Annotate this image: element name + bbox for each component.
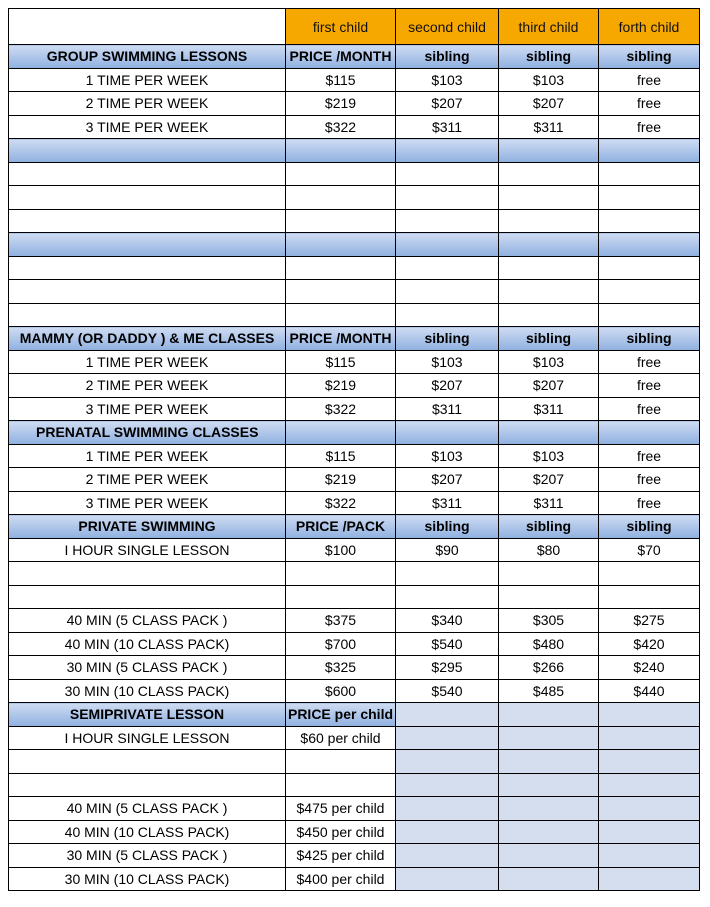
empty-cell[interactable] bbox=[286, 303, 396, 327]
empty-cell[interactable] bbox=[9, 186, 286, 210]
price-cell[interactable]: $322 bbox=[286, 397, 396, 421]
empty-row bbox=[9, 209, 700, 233]
shaded-cell[interactable] bbox=[499, 773, 599, 797]
empty-cell[interactable] bbox=[396, 186, 499, 210]
price-cell[interactable]: $340 bbox=[396, 609, 499, 633]
sibling-label[interactable]: sibling bbox=[599, 327, 700, 351]
empty-cell[interactable] bbox=[9, 209, 286, 233]
empty-row bbox=[9, 256, 700, 280]
sibling-label[interactable]: sibling bbox=[396, 327, 499, 351]
empty-cell[interactable] bbox=[499, 233, 599, 257]
empty-cell[interactable] bbox=[599, 233, 700, 257]
empty-cell[interactable] bbox=[396, 421, 499, 445]
empty-cell[interactable] bbox=[499, 209, 599, 233]
table-row bbox=[9, 397, 700, 421]
empty-cell[interactable] bbox=[599, 209, 700, 233]
empty-cell[interactable] bbox=[396, 256, 499, 280]
empty-cell[interactable] bbox=[9, 585, 286, 609]
sibling-label[interactable]: sibling bbox=[396, 515, 499, 539]
row-label[interactable]: 3 TIME PER WEEK bbox=[9, 397, 286, 421]
empty-row bbox=[9, 186, 700, 210]
shaded-cell[interactable] bbox=[599, 797, 700, 821]
price-cell[interactable]: $103 bbox=[396, 68, 499, 92]
price-cell[interactable]: $90 bbox=[396, 538, 499, 562]
column-header-second-child[interactable]: second child bbox=[396, 9, 499, 45]
empty-row bbox=[9, 280, 700, 304]
shaded-cell[interactable] bbox=[599, 773, 700, 797]
price-cell[interactable]: free bbox=[599, 92, 700, 116]
price-cell[interactable]: $275 bbox=[599, 609, 700, 633]
shaded-cell[interactable] bbox=[599, 703, 700, 727]
empty-row bbox=[9, 162, 700, 186]
row-label[interactable]: 40 MIN (5 CLASS PACK ) bbox=[9, 797, 286, 821]
empty-cell[interactable] bbox=[396, 162, 499, 186]
empty-cell[interactable] bbox=[396, 562, 499, 586]
table-row bbox=[9, 656, 700, 680]
shaded-cell[interactable] bbox=[396, 703, 499, 727]
empty-cell[interactable] bbox=[499, 256, 599, 280]
price-cell[interactable]: $115 bbox=[286, 350, 396, 374]
table-row bbox=[9, 609, 700, 633]
price-cell[interactable]: $219 bbox=[286, 468, 396, 492]
empty-cell[interactable] bbox=[286, 233, 396, 257]
row-label[interactable]: 2 TIME PER WEEK bbox=[9, 92, 286, 116]
empty-cell[interactable] bbox=[286, 562, 396, 586]
sibling-label[interactable]: sibling bbox=[499, 327, 599, 351]
row-label[interactable]: 30 MIN (5 CLASS PACK ) bbox=[9, 656, 286, 680]
price-cell[interactable]: $103 bbox=[499, 350, 599, 374]
shaded-cell[interactable] bbox=[396, 797, 499, 821]
column-header-first-child[interactable]: first child bbox=[286, 9, 396, 45]
price-cell[interactable]: $400 per child bbox=[286, 867, 396, 891]
section-title[interactable]: PRENATAL SWIMMING CLASSES bbox=[9, 421, 286, 445]
table-row bbox=[9, 797, 700, 821]
empty-cell[interactable] bbox=[396, 233, 499, 257]
price-cell[interactable]: $100 bbox=[286, 538, 396, 562]
price-cell[interactable]: $266 bbox=[499, 656, 599, 680]
empty-row bbox=[9, 303, 700, 327]
table-row bbox=[9, 844, 700, 868]
empty-cell[interactable] bbox=[9, 233, 286, 257]
empty-row bbox=[9, 585, 700, 609]
row-label[interactable]: 2 TIME PER WEEK bbox=[9, 374, 286, 398]
row-label[interactable]: 30 MIN (10 CLASS PACK) bbox=[9, 679, 286, 703]
price-cell[interactable]: $425 per child bbox=[286, 844, 396, 868]
price-cell[interactable]: $305 bbox=[499, 609, 599, 633]
price-cell[interactable]: free bbox=[599, 491, 700, 515]
section-title[interactable]: MAMMY (OR DADDY ) & ME CLASSES bbox=[9, 327, 286, 351]
empty-cell[interactable] bbox=[9, 162, 286, 186]
sibling-label[interactable]: sibling bbox=[396, 45, 499, 69]
sibling-label[interactable]: sibling bbox=[599, 515, 700, 539]
empty-cell[interactable] bbox=[499, 162, 599, 186]
price-cell[interactable]: $440 bbox=[599, 679, 700, 703]
price-cell[interactable]: $325 bbox=[286, 656, 396, 680]
price-cell[interactable]: $295 bbox=[396, 656, 499, 680]
table-row bbox=[9, 679, 700, 703]
price-cell[interactable]: $311 bbox=[396, 397, 499, 421]
price-cell[interactable]: $103 bbox=[499, 444, 599, 468]
row-label[interactable]: 30 MIN (10 CLASS PACK) bbox=[9, 867, 286, 891]
table-row bbox=[9, 491, 700, 515]
empty-cell[interactable] bbox=[499, 585, 599, 609]
price-cell[interactable]: $540 bbox=[396, 632, 499, 656]
empty-cell[interactable] bbox=[499, 186, 599, 210]
empty-cell[interactable] bbox=[9, 750, 286, 774]
empty-cell[interactable] bbox=[599, 421, 700, 445]
sibling-label[interactable]: sibling bbox=[499, 45, 599, 69]
column-header-row bbox=[9, 9, 700, 45]
section-header-prenatal bbox=[9, 421, 700, 445]
row-label[interactable]: 3 TIME PER WEEK bbox=[9, 115, 286, 139]
empty-cell[interactable] bbox=[9, 773, 286, 797]
row-label[interactable]: 30 MIN (5 CLASS PACK ) bbox=[9, 844, 286, 868]
empty-cell[interactable] bbox=[396, 280, 499, 304]
shaded-cell[interactable] bbox=[396, 820, 499, 844]
shaded-cell[interactable] bbox=[599, 750, 700, 774]
row-label[interactable]: 2 TIME PER WEEK bbox=[9, 468, 286, 492]
price-cell[interactable]: free bbox=[599, 444, 700, 468]
price-cell[interactable]: $540 bbox=[396, 679, 499, 703]
price-cell[interactable]: $475 per child bbox=[286, 797, 396, 821]
empty-cell[interactable] bbox=[286, 421, 396, 445]
price-cell[interactable]: $700 bbox=[286, 632, 396, 656]
empty-cell[interactable] bbox=[499, 562, 599, 586]
section-title[interactable]: GROUP SWIMMING LESSONS bbox=[9, 45, 286, 69]
price-cell[interactable]: $219 bbox=[286, 374, 396, 398]
shaded-cell[interactable] bbox=[599, 820, 700, 844]
shaded-cell[interactable] bbox=[396, 773, 499, 797]
empty-cell[interactable] bbox=[9, 139, 286, 163]
empty-cell[interactable] bbox=[286, 139, 396, 163]
empty-cell[interactable] bbox=[396, 303, 499, 327]
empty-cell[interactable] bbox=[286, 750, 396, 774]
blue-band-row bbox=[9, 233, 700, 257]
column-header-third-child[interactable]: third child bbox=[499, 9, 599, 45]
section-title[interactable]: SEMIPRIVATE LESSON bbox=[9, 703, 286, 727]
shaded-cell[interactable] bbox=[499, 820, 599, 844]
price-cell[interactable]: $311 bbox=[396, 115, 499, 139]
empty-cell[interactable] bbox=[9, 303, 286, 327]
row-label[interactable]: 40 MIN (5 CLASS PACK ) bbox=[9, 609, 286, 633]
table-row bbox=[9, 350, 700, 374]
table-row bbox=[9, 444, 700, 468]
empty-cell[interactable] bbox=[599, 585, 700, 609]
section-header-semiprivate bbox=[9, 703, 700, 727]
empty-cell[interactable] bbox=[286, 585, 396, 609]
shaded-cell[interactable] bbox=[396, 844, 499, 868]
price-cell[interactable]: free bbox=[599, 350, 700, 374]
price-label[interactable]: PRICE /MONTH bbox=[286, 327, 396, 351]
sibling-label[interactable]: sibling bbox=[599, 45, 700, 69]
shaded-cell[interactable] bbox=[499, 750, 599, 774]
price-cell[interactable]: free bbox=[599, 374, 700, 398]
price-cell[interactable]: $115 bbox=[286, 68, 396, 92]
price-cell[interactable]: $115 bbox=[286, 444, 396, 468]
shaded-cell[interactable] bbox=[396, 750, 499, 774]
price-cell[interactable]: $480 bbox=[499, 632, 599, 656]
empty-cell[interactable] bbox=[599, 139, 700, 163]
price-cell[interactable]: $600 bbox=[286, 679, 396, 703]
price-cell[interactable]: $80 bbox=[499, 538, 599, 562]
row-label[interactable]: 1 TIME PER WEEK bbox=[9, 444, 286, 468]
price-cell[interactable]: $103 bbox=[499, 68, 599, 92]
table-row bbox=[9, 867, 700, 891]
empty-cell[interactable] bbox=[286, 256, 396, 280]
empty-cell[interactable] bbox=[599, 303, 700, 327]
table-row bbox=[9, 468, 700, 492]
table-row bbox=[9, 632, 700, 656]
price-cell[interactable]: $420 bbox=[599, 632, 700, 656]
empty-cell[interactable] bbox=[499, 280, 599, 304]
price-cell[interactable]: $103 bbox=[396, 350, 499, 374]
table-row bbox=[9, 68, 700, 92]
table-row bbox=[9, 115, 700, 139]
price-cell[interactable]: $375 bbox=[286, 609, 396, 633]
price-cell[interactable]: $207 bbox=[396, 92, 499, 116]
price-cell[interactable]: $311 bbox=[499, 491, 599, 515]
price-cell[interactable]: $450 per child bbox=[286, 820, 396, 844]
shaded-cell[interactable] bbox=[396, 726, 499, 750]
price-cell[interactable]: free bbox=[599, 68, 700, 92]
price-cell[interactable]: $70 bbox=[599, 538, 700, 562]
price-cell[interactable]: free bbox=[599, 468, 700, 492]
row-label[interactable]: 1 TIME PER WEEK bbox=[9, 68, 286, 92]
section-title[interactable]: PRIVATE SWIMMING bbox=[9, 515, 286, 539]
empty-cell[interactable] bbox=[9, 256, 286, 280]
price-cell[interactable]: $207 bbox=[396, 468, 499, 492]
price-table bbox=[8, 8, 700, 891]
empty-cell[interactable] bbox=[599, 162, 700, 186]
price-cell[interactable]: free bbox=[599, 115, 700, 139]
empty-cell[interactable] bbox=[599, 186, 700, 210]
row-label[interactable]: 1 TIME PER WEEK bbox=[9, 350, 286, 374]
table-row bbox=[9, 820, 700, 844]
row-label[interactable]: I HOUR SINGLE LESSON bbox=[9, 726, 286, 750]
blue-band-row bbox=[9, 139, 700, 163]
empty-cell[interactable] bbox=[286, 209, 396, 233]
empty-cell[interactable] bbox=[499, 421, 599, 445]
empty-cell[interactable] bbox=[9, 562, 286, 586]
empty-cell[interactable] bbox=[286, 773, 396, 797]
price-cell[interactable]: $103 bbox=[396, 444, 499, 468]
empty-cell[interactable] bbox=[499, 303, 599, 327]
shaded-cell[interactable] bbox=[396, 867, 499, 891]
shaded-cell[interactable] bbox=[499, 703, 599, 727]
empty-cell[interactable] bbox=[499, 139, 599, 163]
shaded-cell[interactable] bbox=[599, 726, 700, 750]
price-cell[interactable]: $485 bbox=[499, 679, 599, 703]
empty-cell[interactable] bbox=[599, 256, 700, 280]
empty-corner-cell[interactable] bbox=[9, 9, 286, 45]
section-header-group bbox=[9, 45, 700, 69]
row-label[interactable]: 3 TIME PER WEEK bbox=[9, 491, 286, 515]
price-label[interactable]: PRICE /PACK bbox=[286, 515, 396, 539]
empty-row bbox=[9, 562, 700, 586]
table-row bbox=[9, 726, 700, 750]
price-cell[interactable]: $311 bbox=[499, 397, 599, 421]
table-row bbox=[9, 92, 700, 116]
empty-cell[interactable] bbox=[396, 209, 499, 233]
row-label[interactable]: 40 MIN (10 CLASS PACK) bbox=[9, 820, 286, 844]
empty-cell[interactable] bbox=[599, 280, 700, 304]
price-cell[interactable]: $207 bbox=[499, 374, 599, 398]
table-row bbox=[9, 374, 700, 398]
empty-cell[interactable] bbox=[396, 585, 499, 609]
row-label[interactable]: I HOUR SINGLE LESSON bbox=[9, 538, 286, 562]
price-cell[interactable]: $311 bbox=[396, 491, 499, 515]
shaded-cell[interactable] bbox=[499, 797, 599, 821]
price-cell[interactable]: $207 bbox=[499, 92, 599, 116]
price-cell[interactable]: free bbox=[599, 397, 700, 421]
empty-cell[interactable] bbox=[286, 186, 396, 210]
shaded-cell[interactable] bbox=[499, 726, 599, 750]
empty-row bbox=[9, 750, 700, 774]
price-cell[interactable]: $207 bbox=[499, 468, 599, 492]
price-cell[interactable]: $219 bbox=[286, 92, 396, 116]
price-label[interactable]: PRICE per child bbox=[286, 703, 396, 727]
empty-cell[interactable] bbox=[599, 562, 700, 586]
shaded-cell[interactable] bbox=[599, 844, 700, 868]
section-header-private bbox=[9, 515, 700, 539]
empty-cell[interactable] bbox=[286, 280, 396, 304]
empty-row bbox=[9, 773, 700, 797]
price-cell[interactable]: $311 bbox=[499, 115, 599, 139]
empty-cell[interactable] bbox=[396, 139, 499, 163]
section-header-mammy-me bbox=[9, 327, 700, 351]
empty-cell[interactable] bbox=[286, 162, 396, 186]
empty-cell[interactable] bbox=[9, 280, 286, 304]
shaded-cell[interactable] bbox=[499, 867, 599, 891]
price-cell[interactable]: $207 bbox=[396, 374, 499, 398]
column-header-fourth-child[interactable]: forth child bbox=[599, 9, 700, 45]
shaded-cell[interactable] bbox=[499, 844, 599, 868]
price-cell[interactable]: $322 bbox=[286, 115, 396, 139]
price-cell[interactable]: $60 per child bbox=[286, 726, 396, 750]
row-label[interactable]: 40 MIN (10 CLASS PACK) bbox=[9, 632, 286, 656]
sibling-label[interactable]: sibling bbox=[499, 515, 599, 539]
shaded-cell[interactable] bbox=[599, 867, 700, 891]
price-cell[interactable]: $322 bbox=[286, 491, 396, 515]
price-cell[interactable]: $240 bbox=[599, 656, 700, 680]
price-label[interactable]: PRICE /MONTH bbox=[286, 45, 396, 69]
table-row bbox=[9, 538, 700, 562]
